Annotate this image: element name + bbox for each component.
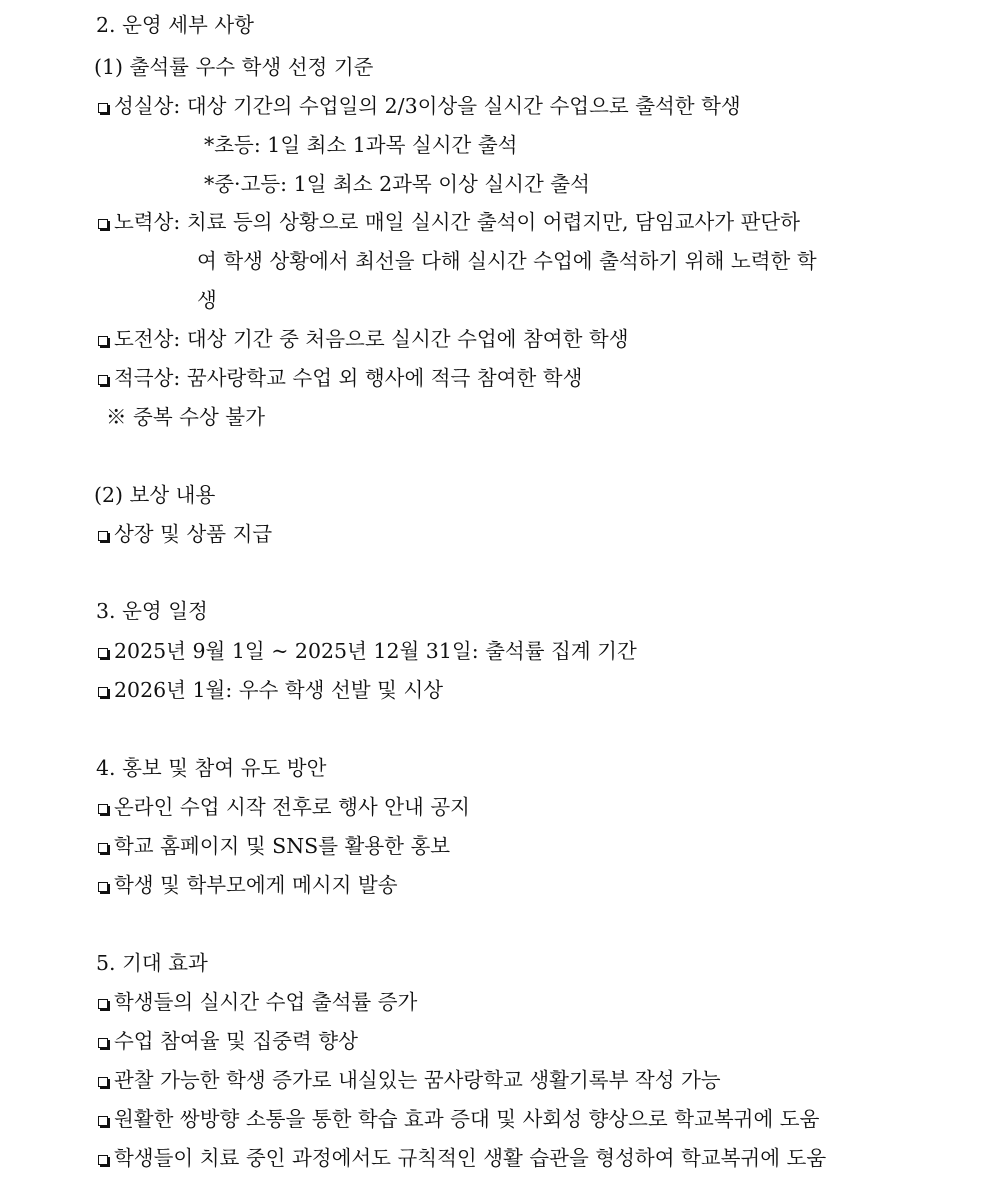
- promo-text: 학생 및 학부모에게 메시지 발송: [114, 873, 398, 897]
- checkbox-bullet-icon: [98, 375, 108, 385]
- note-middle-high: *중·고등: 1일 최소 2과목 이상 실시간 출석: [204, 172, 590, 196]
- promo-text: 온라인 수업 시작 전후로 행사 안내 공지: [114, 795, 470, 819]
- checkbox-bullet-icon: [98, 804, 108, 814]
- subsection-2-heading: (2) 보상 내용: [94, 483, 216, 507]
- checkbox-bullet-icon: [98, 882, 108, 892]
- award-sincerity: [98, 92, 741, 120]
- section-2-heading: 2. 운영 세부 사항: [96, 13, 254, 37]
- subsection-1-heading: (1) 출석률 우수 학생 선정 기준: [94, 55, 374, 79]
- checkbox-bullet-icon: [98, 103, 108, 113]
- award-active: [98, 364, 582, 392]
- checkbox-bullet-icon: [98, 1155, 108, 1165]
- effect-text: 원활한 쌍방향 소통을 통한 학습 효과 증대 및 사회성 향상으로 학교복귀에 도움: [114, 1107, 820, 1131]
- checkbox-bullet-icon: [98, 999, 108, 1009]
- promo-item: [98, 871, 398, 899]
- checkbox-bullet-icon: [98, 1038, 108, 1048]
- note-no-duplicate: ※ 중복 수상 불가: [106, 405, 265, 429]
- award-label: 성실상:: [114, 94, 181, 118]
- section-5-heading: 5. 기대 효과: [96, 951, 208, 975]
- award-text-line1: 치료 등의 상황으로 매일 실시간 출석이 어렵지만, 담임교사가 판단하: [186, 210, 800, 234]
- reward-text: 상장 및 상품 지급: [114, 522, 273, 546]
- effect-text: 학생들의 실시간 수업 출석률 증가: [114, 990, 418, 1014]
- checkbox-bullet-icon: [98, 648, 108, 658]
- award-label: 노력상:: [114, 210, 181, 234]
- reward-item: [98, 520, 272, 548]
- promo-item: [98, 832, 450, 860]
- effect-item: [98, 988, 417, 1016]
- effect-item: [98, 1105, 819, 1133]
- effect-text: 학생들이 치료 중인 과정에서도 규칙적인 생활 습관을 형성하여 학교복귀에 도움: [114, 1146, 827, 1170]
- effect-item: [98, 1027, 358, 1055]
- award-effort: [98, 208, 800, 236]
- checkbox-bullet-icon: [98, 219, 108, 229]
- award-text: 꿈사랑학교 수업 외 행사에 적극 참여한 학생: [186, 366, 583, 390]
- section-3-heading: 3. 운영 일정: [96, 599, 208, 623]
- schedule-item: [98, 676, 443, 704]
- effect-item: [98, 1144, 826, 1172]
- checkbox-bullet-icon: [98, 531, 108, 541]
- checkbox-bullet-icon: [98, 1077, 108, 1087]
- section-4-heading: 4. 홍보 및 참여 유도 방안: [96, 756, 327, 780]
- promo-text: 학교 홈페이지 및 SNS를 활용한 홍보: [114, 834, 451, 858]
- schedule-text: 2025년 9월 1일 ~ 2025년 12월 31일: 출석률 집계 기간: [114, 639, 637, 663]
- award-text: 대상 기간의 수업일의 2/3이상을 실시간 수업으로 출석한 학생: [186, 94, 741, 118]
- effect-item: [98, 1066, 721, 1094]
- checkbox-bullet-icon: [98, 1116, 108, 1126]
- award-text-line2: 여 학생 상황에서 최선을 다해 실시간 수업에 출석하기 위해 노력한 학: [197, 249, 817, 273]
- award-challenge: [98, 325, 629, 353]
- schedule-text: 2026년 1월: 우수 학생 선발 및 시상: [114, 678, 444, 702]
- promo-item: [98, 793, 470, 821]
- award-label: 적극상:: [114, 366, 181, 390]
- note-elementary: *초등: 1일 최소 1과목 실시간 출석: [204, 133, 518, 157]
- award-text: 대상 기간 중 처음으로 실시간 수업에 참여한 학생: [186, 327, 629, 351]
- schedule-item: [98, 637, 637, 665]
- effect-text: 관찰 가능한 학생 증가로 내실있는 꿈사랑학교 생활기록부 작성 가능: [114, 1068, 721, 1092]
- effect-text: 수업 참여율 및 집중력 향상: [114, 1029, 358, 1053]
- award-label: 도전상:: [114, 327, 181, 351]
- checkbox-bullet-icon: [98, 843, 108, 853]
- award-text-line3: 생: [197, 288, 217, 312]
- checkbox-bullet-icon: [98, 336, 108, 346]
- checkbox-bullet-icon: [98, 687, 108, 697]
